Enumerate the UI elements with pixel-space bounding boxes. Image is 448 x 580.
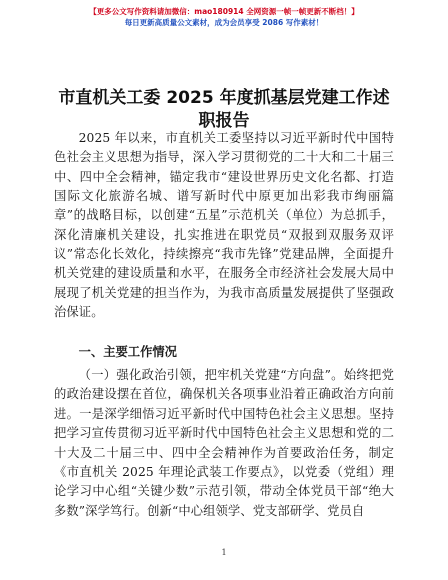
page-number: 1 [221, 548, 227, 557]
section-paragraph [54, 366, 394, 521]
intro-text: 2025 年以来，市直机关工委坚持以习近平新时代中国特色社会主义思想为指导，深入学习贯彻党的二十大和二十届三中、四中全会精神，锚定我市“建设世界历史文化名都、打造国际文化旅游名城、谱写新时代中原更加出彩我市绚丽篇章”的战略目标，以创建“五星”示范机关（单位）为总抓手，深化清廉机关建设，扎实推进在职党员“双报到双服务双评议”常态化长效化，持续擦亮“我市先锋”党建品牌，全面提升机关党建的建设质量和水平，在服务全市经济社会发展大局中展现了机关党建的担当作为，为我市高质量发展提供了坚强政治保证。 [54, 131, 394, 320]
section-text: （一）强化政治引领，把牢机关党建“方向盘”。始终把党的政治建设摆在首位，确保机关各项事业沿着正确政治方向前进。一是深学细悟习近平新时代中国特色社会主义思想。坚持把学习宣传贯彻习近平新时代中国特色社会主义思想和党的二十大及二十届三中、四中全会精神作为首要政治任务，制定《市直机关 2025 年理论武装工作要点》，以党委（党组）理论学习中心组“关键少数”示范引领，带动全体党员干部“绝大多数”深学笃行。创新“中心组领学、党支部研学、党员自 [54, 368, 394, 518]
promo-line-1: 【更多公文写作资料请加微信：mao180914 全网资源一帧一帧更新不断档！】 [89, 7, 359, 16]
intro-paragraph [54, 129, 394, 322]
promo-line-2: 每日更新高质量公文素材，成为会员享受 2086 写作素材！ [124, 18, 324, 27]
section-heading: 一、主要工作情况 [78, 345, 177, 359]
promo-banner [0, 6, 448, 28]
document-title: 市直机关工委 2025 年度抓基层党建工作述职报告 [58, 88, 390, 131]
